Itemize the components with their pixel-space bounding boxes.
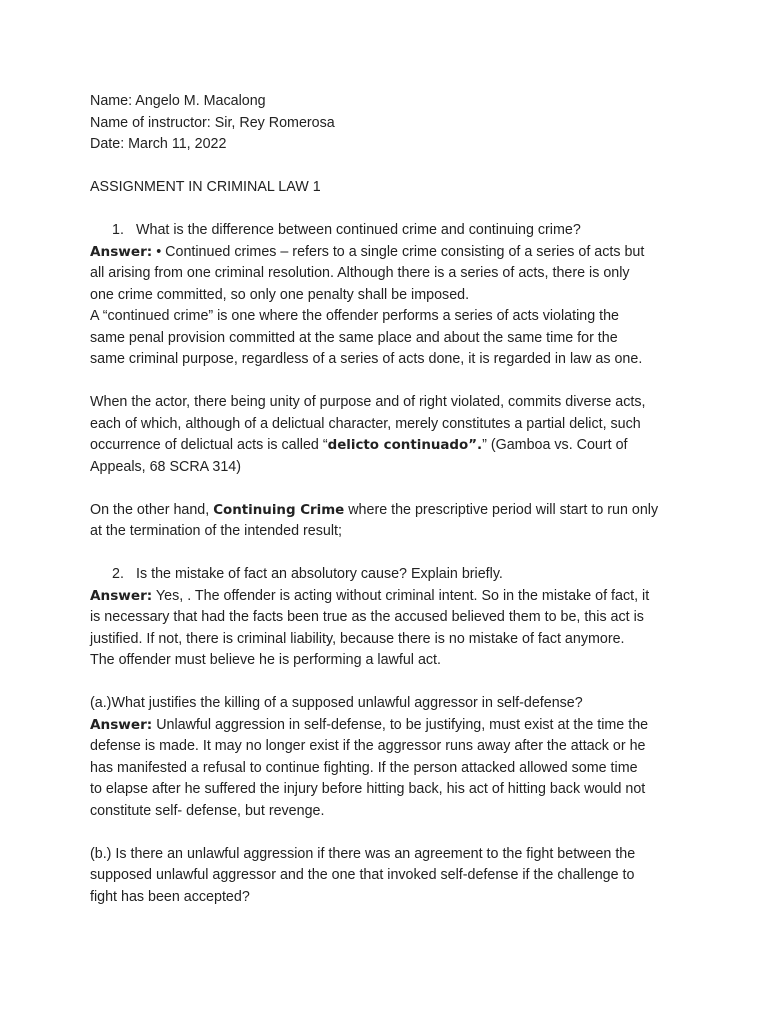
question-a-text: (a.)What justifies the killing of a supposed unlawful aggressor in self-defense?	[90, 695, 583, 711]
answer-1-line: one crime committed, so only one penalty shall be imposed.	[90, 286, 470, 303]
paragraph-line	[90, 500, 690, 522]
assignment-title: ASSIGNMENT IN CRIMINAL LAW 1	[90, 179, 321, 195]
answer-a-line: constitute self- defense, but revenge.	[90, 802, 325, 819]
paragraph-line: each of which, although of a delictual character, merely constitutes a partial delict, such	[90, 415, 641, 432]
question-b-line: (b.) Is there an unlawful aggression if there was an agreement to the fight between the	[90, 845, 636, 862]
answer-a-line: defense is made. It may no longer exist if the aggressor runs away after the attack or he	[90, 738, 646, 754]
question-b-line: supposed unlawful aggressor and the one that invoked self-defense if the challenge to	[90, 867, 635, 883]
answer-1-label: Answer:	[90, 243, 153, 260]
question-1	[90, 220, 690, 242]
continuing-crime-term: Continuing Crime	[213, 502, 345, 518]
question-2-text: Is the mistake of fact an absolutory cause? Explain briefly.	[136, 566, 503, 582]
answer-2-text: Yes, . The offender is acting without criminal intent. So in the mistake of fact, it	[152, 587, 650, 604]
answer-2-label: Answer:	[90, 587, 153, 604]
answer-1-text: • Continued crimes – refers to a single crime consisting of a series of acts but	[152, 243, 645, 260]
question-2	[90, 564, 690, 586]
answer-1-line	[90, 242, 690, 264]
question-1-number: 1.	[112, 222, 124, 238]
paragraph-text: where the prescriptive period will start to run only	[344, 501, 659, 518]
paragraph-text: On the other hand,	[90, 501, 214, 518]
document-page	[90, 91, 690, 908]
answer-a-line	[90, 715, 690, 737]
paragraph-line	[90, 435, 690, 457]
answer-a-label: Answer:	[90, 716, 153, 733]
delicto-continuado-term: delicto continuado”.	[327, 438, 483, 453]
paragraph-line: Appeals, 68 SCRA 314)	[90, 458, 242, 475]
answer-1-line: same penal provision committed at the same place and about the same time for the	[90, 329, 618, 346]
answer-2-line: justified. If not, there is criminal liability, because there is no mistake of fact anymore.	[90, 630, 625, 647]
student-name: Name: Angelo M. Macalong	[90, 93, 266, 109]
assignment-date: Date: March 11, 2022	[90, 136, 227, 152]
question-b-line: fight has been accepted?	[90, 888, 250, 905]
answer-a-line: has manifested a refusal to continue fighting. If the person attacked allowed some time	[90, 759, 638, 776]
question-2-number: 2.	[112, 566, 124, 582]
answer-1-line: A “continued crime” is one where the offender performs a series of acts violating the	[90, 308, 619, 324]
answer-2-line: The offender must believe he is performing a lawful act.	[90, 652, 441, 668]
instructor-name: Name of instructor: Sir, Rey Romerosa	[90, 114, 335, 131]
paragraph-line: When the actor, there being unity of purpose and of right violated, commits diverse acts,	[90, 394, 646, 410]
paragraph-text: ” (Gamboa vs. Court of	[482, 437, 628, 453]
answer-2-line: is necessary that had the facts been true as the accused believed them to be, this act is	[90, 609, 644, 625]
answer-1-line: same criminal purpose, regardless of a series of acts done, it is regarded in law as one.	[90, 351, 643, 367]
answer-1-line: all arising from one criminal resolution. Although there is a series of acts, there is only	[90, 265, 630, 281]
paragraph-line: at the termination of the intended result;	[90, 523, 342, 539]
answer-a-text: Unlawful aggression in self-defense, to be justifying, must exist at the time the	[152, 716, 649, 733]
question-1-text: What is the difference between continued crime and continuing crime?	[136, 222, 581, 238]
answer-2-line	[90, 586, 690, 608]
answer-a-line: to elapse after he suffered the injury before hitting back, his act of hitting back would not	[90, 781, 646, 797]
paragraph-text: occurrence of delictual acts is called “	[90, 437, 328, 453]
